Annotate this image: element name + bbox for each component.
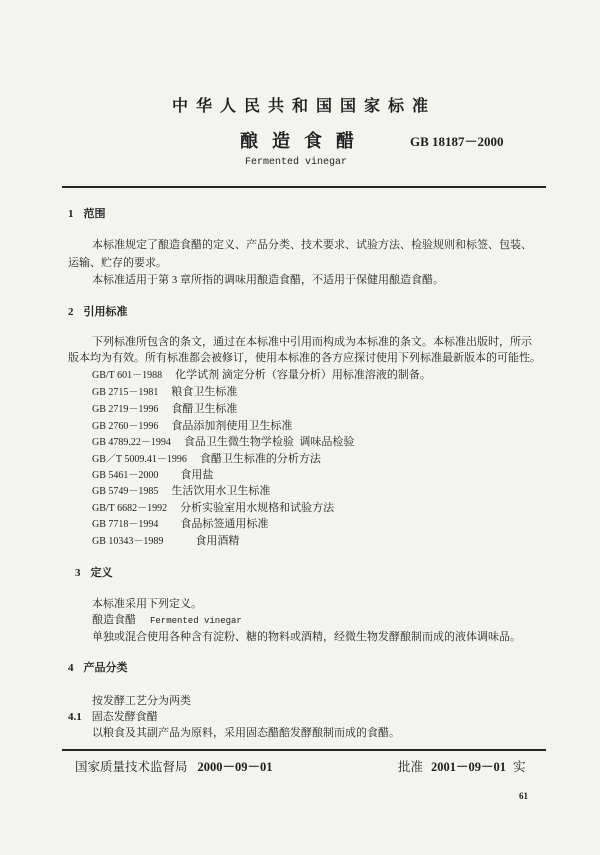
- footer-rule: [62, 749, 546, 751]
- reference-item: [92, 517, 268, 532]
- term-chinese: 酿造食醋: [92, 614, 136, 626]
- reference-item: [92, 484, 270, 499]
- english-title: Fermented vinegar: [245, 157, 348, 168]
- paragraph-line: 版本均为有效。所有标准都会被修订，使用本标准的各方应探讨使用下列标准最新版本的可能性。: [68, 352, 541, 364]
- reference-item: [92, 368, 431, 383]
- reference-title: 食醋卫生标准的分析方法: [199, 453, 321, 465]
- paragraph-line: 本标准采用下列定义。: [92, 598, 202, 610]
- paragraph-line: 本标准规定了酿造食醋的定义、产品分类、技术要求、试验方法、检验规则和标签、包装、: [92, 239, 532, 251]
- section-title: 产品分类: [83, 662, 128, 674]
- standard-type-heading: 中华人民共和国国家标准: [172, 98, 437, 115]
- reference-title: 食品卫生微生物学检验 调味品检验: [183, 436, 355, 448]
- section-number: 3: [75, 567, 81, 579]
- issuer: 国家质量技术监督局: [75, 760, 188, 774]
- reference-code: GB 7718－1994: [92, 519, 159, 530]
- reference-code: GB／T 5009.41－1996: [92, 454, 187, 465]
- standard-code: GB 18187－2000: [410, 134, 504, 149]
- reference-code: GB 5461－2000: [92, 470, 159, 481]
- paragraph-line: 按发酵工艺分为两类: [92, 695, 191, 707]
- document-title: 酿造食醋: [240, 131, 368, 151]
- paragraph-line: 下列标准所包含的条文，通过在本标准中引用而构成为本标准的条文。本标准出版时，所示: [92, 336, 532, 348]
- reference-code: GB 10343－1989: [92, 536, 164, 547]
- section-number: 4: [68, 662, 74, 674]
- reference-item: [92, 435, 354, 450]
- approve-label: 批准: [398, 760, 424, 774]
- section-heading: [68, 305, 128, 319]
- subsection-heading: [68, 710, 158, 724]
- reference-code: GB/T 601－1988: [92, 370, 163, 381]
- reference-item: [92, 402, 237, 417]
- reference-title: 分析实验室用水规格和试验方法: [180, 502, 335, 514]
- reference-title: 粮食卫生标准: [171, 386, 238, 398]
- issue-date: 2000－09－01: [197, 760, 273, 774]
- reference-title: 食用盐: [180, 469, 214, 481]
- section-heading: [68, 661, 128, 675]
- effective-label: 实: [513, 760, 526, 774]
- reference-title: 食品标签通用标准: [180, 518, 269, 530]
- paragraph-line: 本标准适用于第 3 章所指的调味用酿造食醋，不适用于保健用酿造食醋。: [92, 274, 444, 286]
- reference-item: [92, 419, 292, 434]
- reference-title: 生活饮用水卫生标准: [171, 485, 271, 497]
- definition-term: [92, 613, 242, 628]
- section-heading: [75, 566, 113, 580]
- reference-item: [92, 468, 213, 483]
- reference-title: 食品添加剂使用卫生标准: [171, 420, 293, 432]
- paragraph-line: 以粮食及其副产品为原料，采用固态醋醅发酵酿制而成的食醋。: [92, 727, 400, 739]
- reference-code: GB 2760－1996: [92, 421, 159, 432]
- definition-text: 单独或混合使用各种含有淀粉、糖的物料或酒精，经微生物发酵酿制而成的液体调味品。: [92, 631, 521, 643]
- reference-item: [92, 501, 334, 516]
- reference-title: 食用酒精: [195, 535, 240, 547]
- reference-code: GB 2719－1996: [92, 404, 159, 415]
- header-rule: [62, 186, 546, 188]
- reference-title: 化学试剂 滴定分析（容量分析）用标准溶液的制备。: [175, 369, 431, 381]
- issuer-line: [75, 759, 273, 775]
- paragraph-line: 运输、贮存的要求。: [68, 257, 167, 269]
- subsection-number: 4.1: [68, 711, 82, 723]
- subsection-title: 固态发酵食醋: [91, 711, 158, 723]
- section-title: 定义: [90, 567, 113, 579]
- reference-item: [92, 385, 237, 400]
- reference-item: [92, 452, 321, 467]
- section-title: 范围: [83, 208, 106, 220]
- page-number: 61: [519, 791, 528, 801]
- reference-title: 食醋卫生标准: [171, 403, 238, 415]
- reference-code: GB 2715－1981: [92, 387, 159, 398]
- reference-item: [92, 534, 239, 549]
- effective-line: [398, 759, 526, 775]
- reference-code: GB 4789.22－1994: [92, 437, 171, 448]
- reference-code: GB 5749－1985: [92, 486, 159, 497]
- section-number: 1: [68, 208, 74, 220]
- effective-date: 2001－09－01: [431, 760, 507, 774]
- section-number: 2: [68, 306, 74, 318]
- term-english: Fermented vinegar: [150, 616, 242, 626]
- reference-code: GB/T 6682－1992: [92, 503, 168, 514]
- section-title: 引用标准: [83, 306, 128, 318]
- section-heading: [68, 207, 106, 221]
